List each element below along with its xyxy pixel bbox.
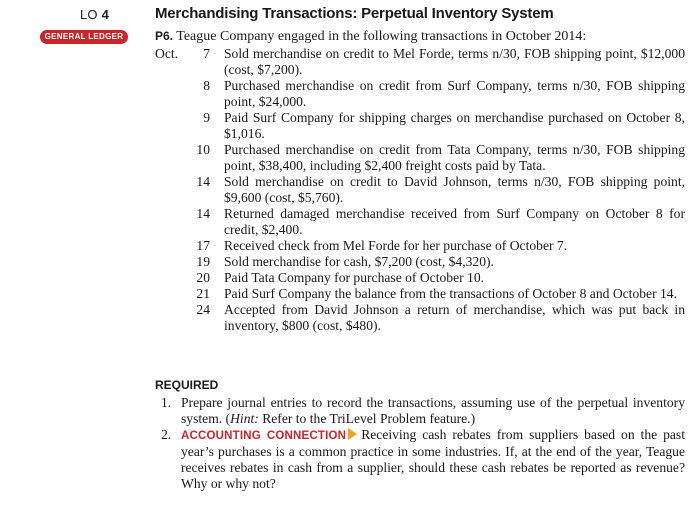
transaction-item bbox=[155, 286, 685, 302]
transaction-day: 21 bbox=[196, 286, 210, 301]
transaction-item bbox=[155, 238, 685, 254]
transaction-text: Sold merchandise for cash, $7,200 (cost, $4,320). bbox=[224, 254, 494, 269]
transaction-text: Purchased merchandise on credit from Surf Company, terms n/30, FOB shipping point, $24,000. bbox=[224, 78, 685, 109]
transaction-day: 20 bbox=[196, 270, 210, 285]
transaction-item bbox=[155, 46, 685, 78]
transaction-list bbox=[155, 46, 685, 334]
transaction-item bbox=[155, 110, 685, 142]
hint-label: Hint: bbox=[230, 411, 259, 426]
transaction-item bbox=[155, 78, 685, 110]
transaction-item bbox=[155, 174, 685, 206]
transaction-day: 9 bbox=[203, 110, 210, 125]
transaction-item bbox=[155, 142, 685, 174]
transaction-day: 7 bbox=[203, 46, 210, 61]
transaction-item bbox=[155, 206, 685, 238]
problem-number: P6. bbox=[155, 29, 174, 43]
transaction-day: 19 bbox=[196, 254, 210, 269]
accounting-connection-text: Receiving cash rebates from suppliers based on the past year’s purchases is a common practice in some industries. If, at the end of the year, Teague receives rebates in cash from a supplier, should these cash rebates be reported as revenue? Why or why not? bbox=[181, 427, 685, 491]
required-item-number: 2. bbox=[161, 427, 172, 442]
required-item bbox=[155, 395, 685, 427]
general-ledger-badge: GENERAL LEDGER bbox=[40, 30, 128, 44]
transaction-text: Paid Surf Company for shipping charges on merchandise purchased on October 8, $1,016. bbox=[224, 110, 685, 141]
required-list bbox=[155, 395, 685, 492]
page-title: Merchandising Transactions: Perpetual Inventory System bbox=[155, 5, 554, 22]
transaction-text: Sold merchandise on credit to David Johnson, terms n/30, FOB shipping point, $9,600 (cost, $5,760). bbox=[224, 174, 685, 205]
required-item-text-start: Prepare journal entries to record the transactions, assuming use of the perpetual inventory system. ( bbox=[181, 395, 685, 426]
required-item-number: 1. bbox=[161, 395, 172, 410]
required-item-text bbox=[181, 395, 685, 427]
required-item-text bbox=[181, 427, 685, 492]
problem-intro-text: Teague Company engaged in the following transactions in October 2014: bbox=[176, 29, 587, 44]
required-item-text-end: Refer to the TriLevel Problem feature.) bbox=[258, 411, 476, 426]
transaction-item bbox=[155, 302, 685, 334]
lo-number: 4 bbox=[101, 7, 109, 22]
transaction-text: Received check from Mel Forde for her purchase of October 7. bbox=[224, 238, 568, 253]
transaction-text: Purchased merchandise on credit from Tata Company, terms n/30, FOB shipping point, $38,400, including $2,400 freight costs paid by Tata. bbox=[224, 142, 685, 173]
transaction-day: 24 bbox=[196, 302, 210, 317]
transaction-day: 14 bbox=[196, 206, 210, 221]
arrow-right-icon bbox=[348, 428, 357, 440]
transaction-text: Returned damaged merchandise received from Surf Company on October 8 for credit, $2,400. bbox=[224, 206, 685, 237]
transaction-text: Paid Surf Company the balance from the transactions of October 8 and October 14. bbox=[224, 286, 677, 301]
transaction-day: 8 bbox=[203, 78, 210, 93]
transaction-day: 10 bbox=[196, 142, 210, 157]
transaction-day: 17 bbox=[196, 238, 210, 253]
learning-objective-label bbox=[80, 7, 109, 22]
transaction-text: Sold merchandise on credit to Mel Forde, terms n/30, FOB shipping point, $12,000 (cost, $7,200). bbox=[224, 46, 685, 77]
lo-prefix: LO bbox=[80, 7, 98, 22]
transaction-text: Accepted from David Johnson a return of merchandise, which was put back in inventory, $800 (cost, $480). bbox=[224, 302, 685, 333]
accounting-connection-label: ACCOUNTING CONNECTION bbox=[181, 430, 347, 442]
transaction-item bbox=[155, 254, 685, 270]
required-item bbox=[155, 427, 685, 492]
transaction-item bbox=[155, 270, 685, 286]
transaction-text: Paid Tata Company for purchase of October 10. bbox=[224, 270, 485, 285]
transaction-day: 14 bbox=[196, 174, 210, 189]
required-heading: REQUIRED bbox=[155, 378, 219, 392]
problem-intro bbox=[155, 29, 586, 45]
transaction-month: Oct. bbox=[155, 46, 179, 61]
